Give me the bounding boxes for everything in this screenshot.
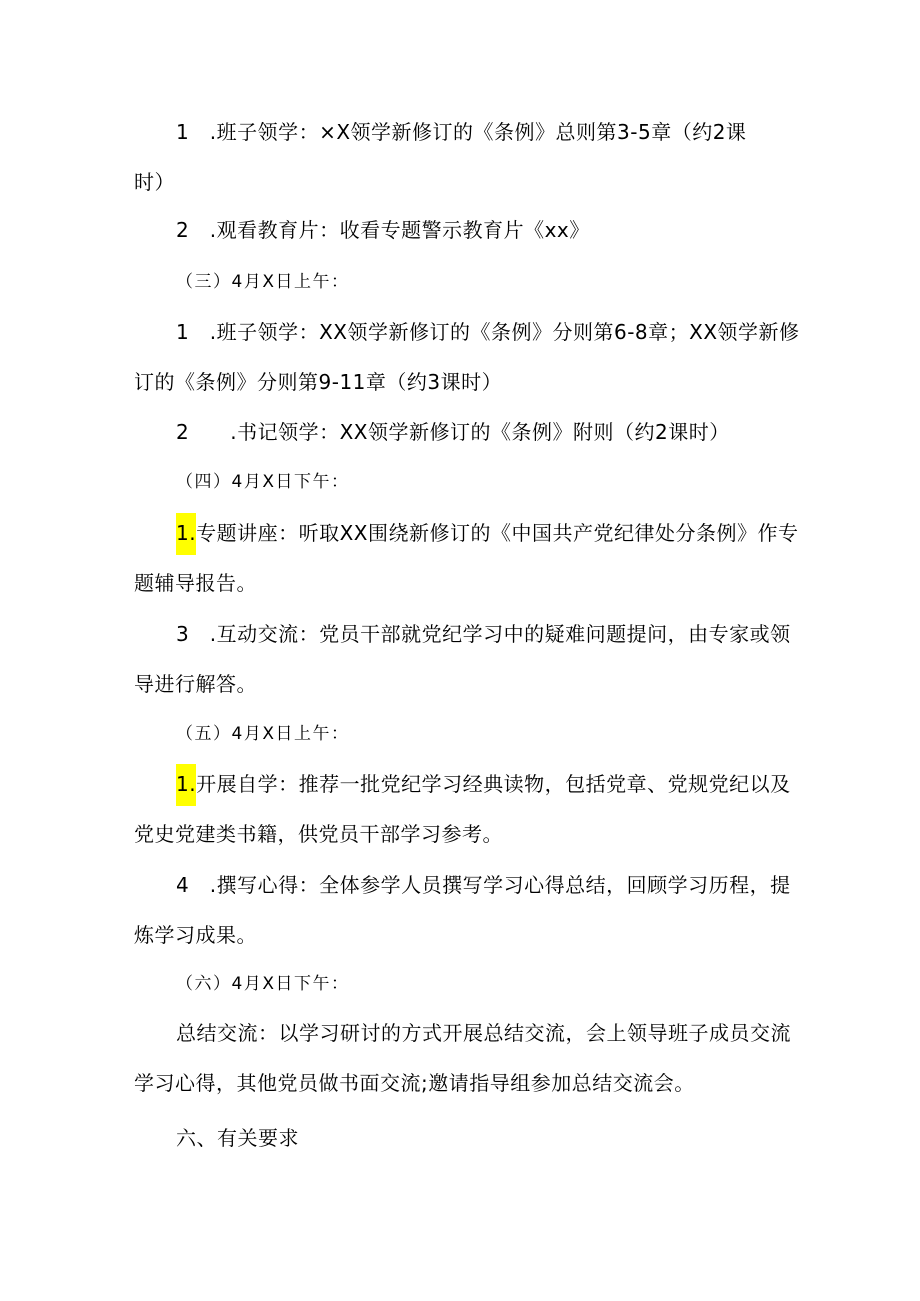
section-heading-5: （五）4月X日上午： (176, 724, 350, 744)
highlighted-number: 1. (176, 513, 196, 555)
item-2-line: 2 .观看教育片：收看专题警示教育片《xx》 (176, 218, 590, 242)
item-4-line-2: 炼学习成果。 (134, 923, 257, 947)
summary-line-2: 学习心得，其他党员做书面交流;邀请指导组参加总结交流会。 (134, 1071, 695, 1095)
item-3-line-2: 导进行解答。 (134, 672, 257, 696)
section-heading-3: （三）4月X日上午： (176, 272, 350, 292)
self-study-text: 开展自学：推荐一批党纪学习经典读物，包括党章、党规党纪以及 (196, 772, 791, 796)
item-1-line-1: 1 .班子领学：×X领学新修订的《条例》总则第3-5章（约2课 (176, 120, 747, 144)
item-1-line-2: 时） (134, 170, 175, 194)
self-study-line-1 (176, 770, 791, 798)
lecture-line-1 (176, 519, 799, 547)
item-1b-line-1: 1 .班子领学：XX领学新修订的《条例》分则第6-8章；XX领学新修 (176, 320, 800, 344)
section-heading-6: （六）4月X日下午： (176, 974, 350, 994)
section-heading-requirements: 六、有关要求 (176, 1126, 299, 1150)
lecture-line-2: 题辅导报告。 (134, 571, 257, 595)
item-2b-line: 2 .书记领学：XX领学新修订的《条例》附则（约2课时） (176, 420, 730, 444)
lecture-text: 专题讲座：听取XX围绕新修订的《中国共产党纪律处分条例》作专 (196, 521, 799, 545)
summary-line-1: 总结交流：以学习研讨的方式开展总结交流，会上领导班子成员交流 (176, 1021, 791, 1045)
item-1b-line-2: 订的《条例》分则第9-11章（约3课时） (134, 370, 503, 394)
item-3-line-1: 3 .互动交流：党员干部就党纪学习中的疑难问题提问，由专家或领 (176, 622, 791, 646)
section-heading-4: （四）4月X日下午： (176, 472, 350, 492)
item-4-line-1: 4 .撰写心得：全体参学人员撰写学习心得总结，回顾学习历程，提 (176, 873, 791, 897)
self-study-line-2: 党史党建类书籍，供党员干部学习参考。 (134, 822, 503, 846)
highlighted-number: 1. (176, 764, 196, 806)
